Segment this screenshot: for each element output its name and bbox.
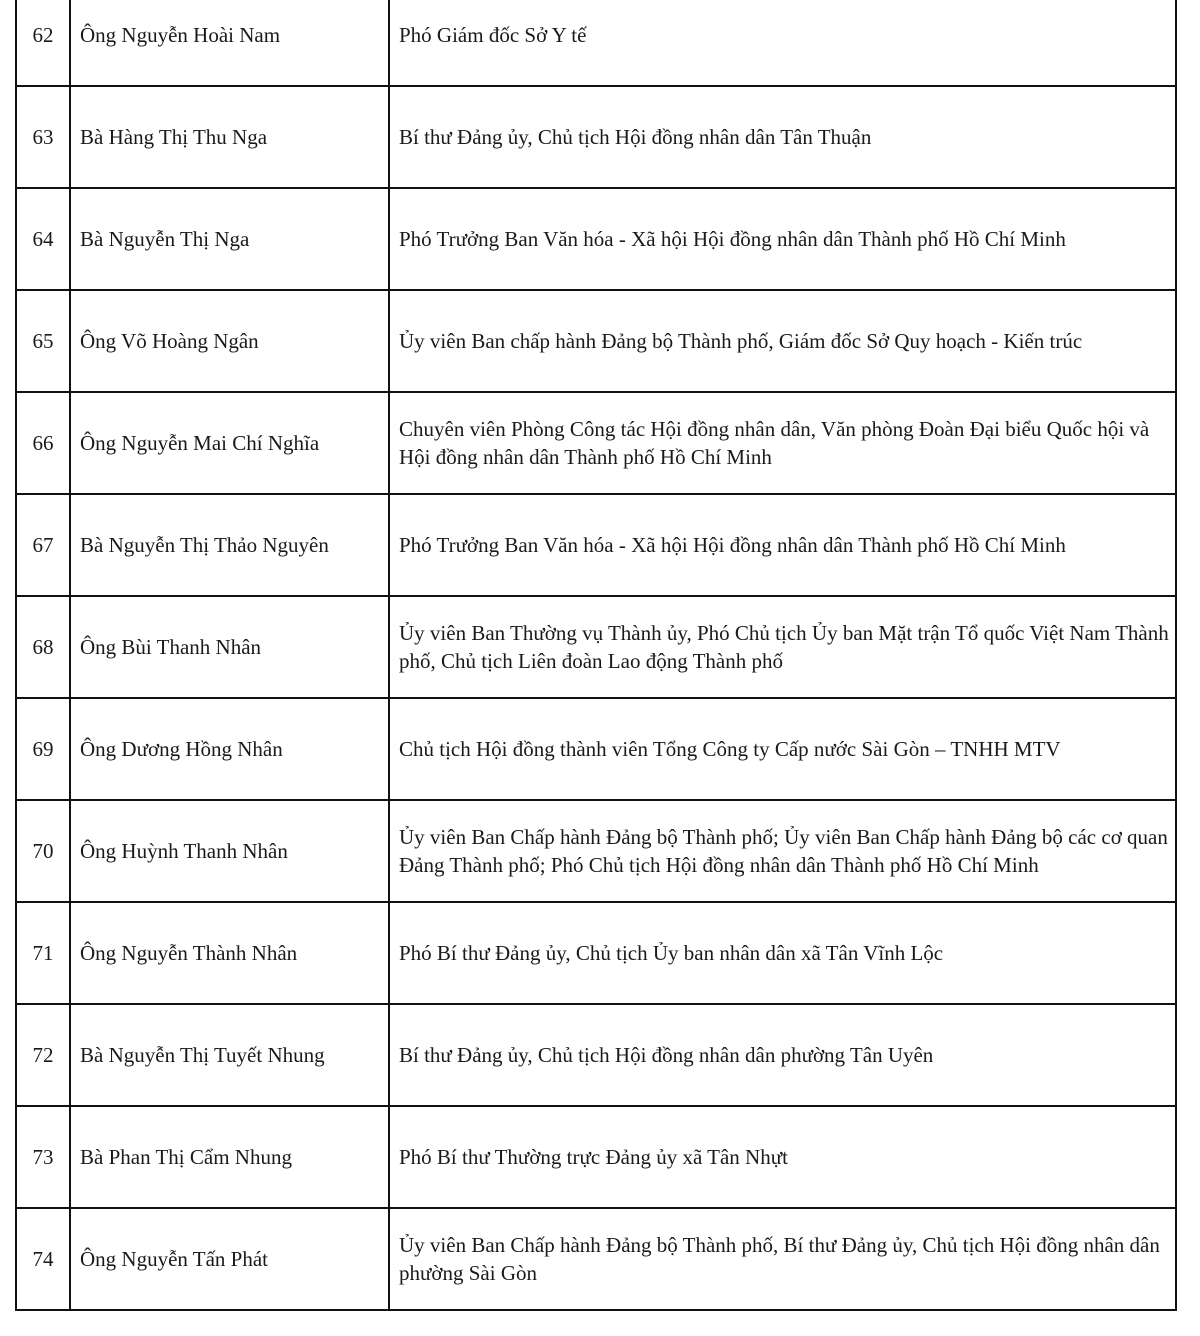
delegate-position: Phó Bí thư Thường trực Đảng ủy xã Tân Nhựt bbox=[389, 1106, 1176, 1208]
row-number: 74 bbox=[16, 1208, 70, 1310]
row-number: 72 bbox=[16, 1004, 70, 1106]
delegate-name: Bà Hàng Thị Thu Nga bbox=[70, 86, 389, 188]
delegate-name: Bà Nguyễn Thị Thảo Nguyên bbox=[70, 494, 389, 596]
delegate-position: Phó Giám đốc Sở Y tế bbox=[389, 0, 1176, 86]
delegate-name: Ông Võ Hoàng Ngân bbox=[70, 290, 389, 392]
table-row bbox=[16, 290, 1176, 392]
row-number: 65 bbox=[16, 290, 70, 392]
delegate-position: Phó Trưởng Ban Văn hóa - Xã hội Hội đồng nhân dân Thành phố Hồ Chí Minh bbox=[389, 188, 1176, 290]
delegate-name: Ông Nguyễn Mai Chí Nghĩa bbox=[70, 392, 389, 494]
table-row bbox=[16, 86, 1176, 188]
table-row bbox=[16, 596, 1176, 698]
row-number: 73 bbox=[16, 1106, 70, 1208]
table-row bbox=[16, 1004, 1176, 1106]
row-number: 70 bbox=[16, 800, 70, 902]
delegate-name: Bà Nguyễn Thị Tuyết Nhung bbox=[70, 1004, 389, 1106]
table-row bbox=[16, 188, 1176, 290]
delegate-position: Phó Bí thư Đảng ủy, Chủ tịch Ủy ban nhân dân xã Tân Vĩnh Lộc bbox=[389, 902, 1176, 1004]
table-row bbox=[16, 392, 1176, 494]
delegate-position: Ủy viên Ban chấp hành Đảng bộ Thành phố, Giám đốc Sở Quy hoạch - Kiến trúc bbox=[389, 290, 1176, 392]
table-row bbox=[16, 698, 1176, 800]
row-number: 64 bbox=[16, 188, 70, 290]
delegate-name: Bà Nguyễn Thị Nga bbox=[70, 188, 389, 290]
delegate-name: Ông Nguyễn Hoài Nam bbox=[70, 0, 389, 86]
row-number: 66 bbox=[16, 392, 70, 494]
delegate-position: Chủ tịch Hội đồng thành viên Tổng Công ty Cấp nước Sài Gòn – TNHH MTV bbox=[389, 698, 1176, 800]
delegate-position: Ủy viên Ban Thường vụ Thành ủy, Phó Chủ tịch Ủy ban Mặt trận Tổ quốc Việt Nam Thành phố, Chủ tịch Liên đoàn Lao động Thành phố bbox=[389, 596, 1176, 698]
delegate-position: Bí thư Đảng ủy, Chủ tịch Hội đồng nhân dân Tân Thuận bbox=[389, 86, 1176, 188]
delegate-name: Ông Nguyễn Tấn Phát bbox=[70, 1208, 389, 1310]
delegate-name: Ông Huỳnh Thanh Nhân bbox=[70, 800, 389, 902]
table-row bbox=[16, 1106, 1176, 1208]
delegate-position: Chuyên viên Phòng Công tác Hội đồng nhân dân, Văn phòng Đoàn Đại biểu Quốc hội và Hội đồng nhân dân Thành phố Hồ Chí Minh bbox=[389, 392, 1176, 494]
delegates-table bbox=[15, 0, 1177, 1311]
row-number: 71 bbox=[16, 902, 70, 1004]
table-row bbox=[16, 0, 1176, 86]
delegate-name: Ông Nguyễn Thành Nhân bbox=[70, 902, 389, 1004]
delegate-position: Ủy viên Ban Chấp hành Đảng bộ Thành phố; Ủy viên Ban Chấp hành Đảng bộ các cơ quan Đảng Thành phố; Phó Chủ tịch Hội đồng nhân dân Thành phố Hồ Chí Minh bbox=[389, 800, 1176, 902]
delegate-name: Ông Dương Hồng Nhân bbox=[70, 698, 389, 800]
delegate-position: Phó Trưởng Ban Văn hóa - Xã hội Hội đồng nhân dân Thành phố Hồ Chí Minh bbox=[389, 494, 1176, 596]
row-number: 68 bbox=[16, 596, 70, 698]
delegate-name: Bà Phan Thị Cẩm Nhung bbox=[70, 1106, 389, 1208]
row-number: 62 bbox=[16, 0, 70, 86]
delegate-position: Bí thư Đảng ủy, Chủ tịch Hội đồng nhân dân phường Tân Uyên bbox=[389, 1004, 1176, 1106]
row-number: 67 bbox=[16, 494, 70, 596]
table-row bbox=[16, 902, 1176, 1004]
delegate-name: Ông Bùi Thanh Nhân bbox=[70, 596, 389, 698]
delegate-position: Ủy viên Ban Chấp hành Đảng bộ Thành phố, Bí thư Đảng ủy, Chủ tịch Hội đồng nhân dân phường Sài Gòn bbox=[389, 1208, 1176, 1310]
table-row bbox=[16, 800, 1176, 902]
table-row bbox=[16, 494, 1176, 596]
table-row bbox=[16, 1208, 1176, 1310]
row-number: 69 bbox=[16, 698, 70, 800]
row-number: 63 bbox=[16, 86, 70, 188]
